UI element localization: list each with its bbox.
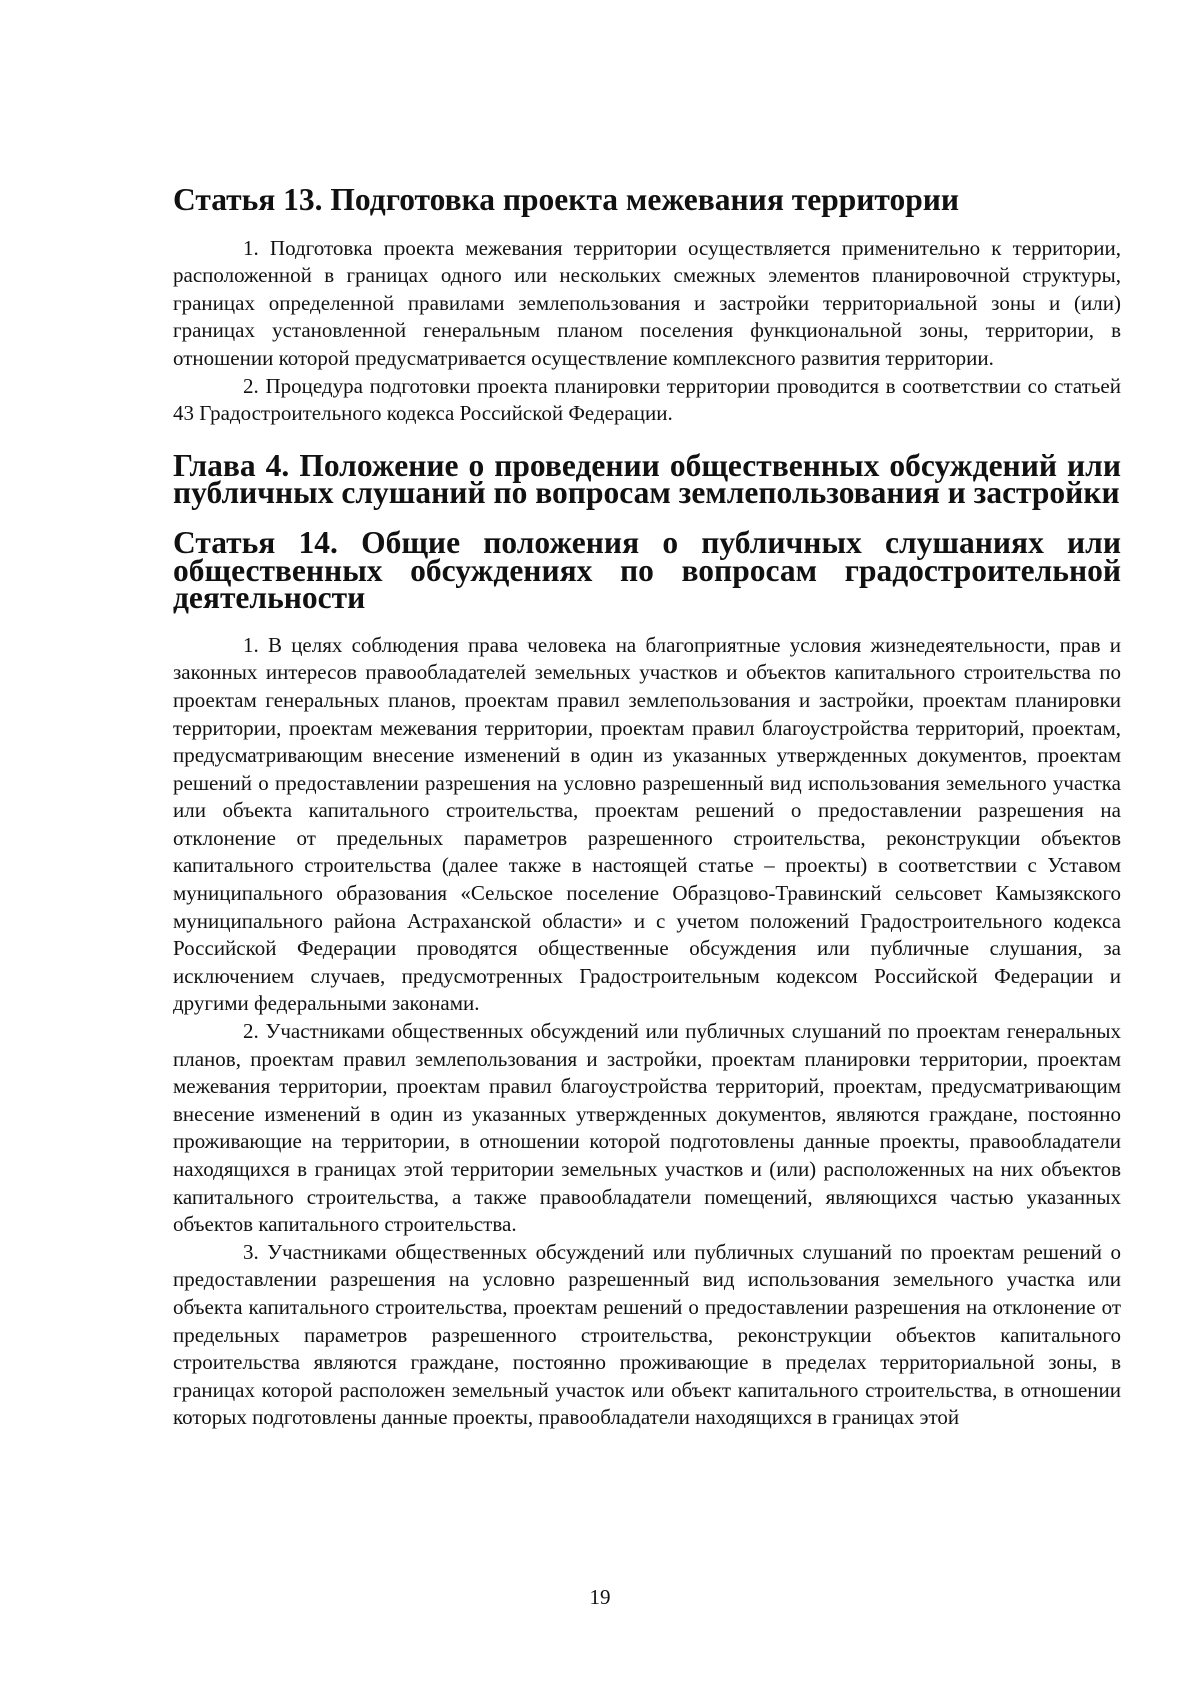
article-14-paragraph-1: 1. В целях соблюдения права человека на благоприятные условия жизнедеятельности, прав и законных интересов правообладателей земельных участков и объектов капитального строительства по проектам генеральных планов, проектам правил землепользования и застройки, проектам планировки территории, проектам межевания территории, проектам правил благоустройства территорий, проектам, предусматривающим внесение изменений в один из указанных утвержденных документов, проектам решений о предоставлении разрешения на условно разрешенный вид использования земельного участка или объекта капитального строительства, проектам решений о предоставлении разрешения на отклонение от предельных параметров разрешенного строительства, реконструкции объектов капитального строительства (далее также в настоящей статье – проекты) в соответствии с Уставом муниципального образования «Сельское поселение Образцово-Травинский сельсовет Камызякского муниципального района Астраханской области» и с учетом положений Градостроительного кодекса Российской Федерации проводятся общественные обсуждения или публичные слушания, за исключением случаев, предусмотренных Градостроительным кодексом Российской Федерации и другими федеральными законами. bbox=[173, 632, 1121, 1016]
article-14-paragraph-3: 3. Участниками общественных обсуждений или публичных слушаний по проектам решений о предоставлении разрешения на условно разрешенный вид использования земельного участка или объекта капитального строительства, проектам решений о предоставлении разрешения на отклонение от предельных параметров разрешенного строительства, реконструкции объектов капитального строительства являются граждане, постоянно проживающие в пределах территориальной зоны, в границах которой расположен земельный участок или объект капитального строительства, в отношении которых подготовлены данные проекты, правообладатели находящихся в границах этой bbox=[173, 1239, 1121, 1430]
page-content bbox=[173, 182, 1121, 1432]
page-number: 19 bbox=[589, 1585, 611, 1609]
article-14-paragraph-2: 2. Участниками общественных обсуждений или публичных слушаний по проектам генеральных планов, проектам правил землепользования и застройки, проектам планировки территории, проектам межевания территории, проектам правил благоустройства территорий, проектам, предусматривающим внесение изменений в один из указанных утвержденных документов, являются граждане, постоянно проживающие на территории, в отношении которой подготовлены данные проекты, правообладатели находящихся в границах этой территории земельных участков и (или) расположенных на них объектов капитального строительства, а также правообладатели помещений, являющихся частью указанных объектов капитального строительства. bbox=[173, 1019, 1121, 1237]
chapter-4-heading: Глава 4. Положение о проведении общественных обсуждений или публичных слушаний по вопросам землепользования и застройки bbox=[173, 447, 1121, 511]
article-13-heading: Статья 13. Подготовка проекта межевания территории bbox=[173, 182, 960, 217]
article-13-paragraph-1: 1. Подготовка проекта межевания территории осуществляется применительно к территории, расположенной в границах одного или нескольких смежных элементов планировочной структуры, границах определенной правилами землепользования и застройки территориальной зоны и (или) границах установленной генеральным планом поселения функциональной зоны, территории, в отношении которой предусматривается осуществление комплексного развития территории. bbox=[173, 235, 1121, 370]
article-14-heading: Статья 14. Общие положения о публичных слушаниях или общественных обсуждениях по вопросам градостроительной деятельности bbox=[173, 524, 1121, 616]
article-13-paragraph-2: 2. Процедура подготовки проекта планировки территории проводится в соответствии со статьей 43 Градостроительного кодекса Российской Федерации. bbox=[173, 373, 1121, 426]
